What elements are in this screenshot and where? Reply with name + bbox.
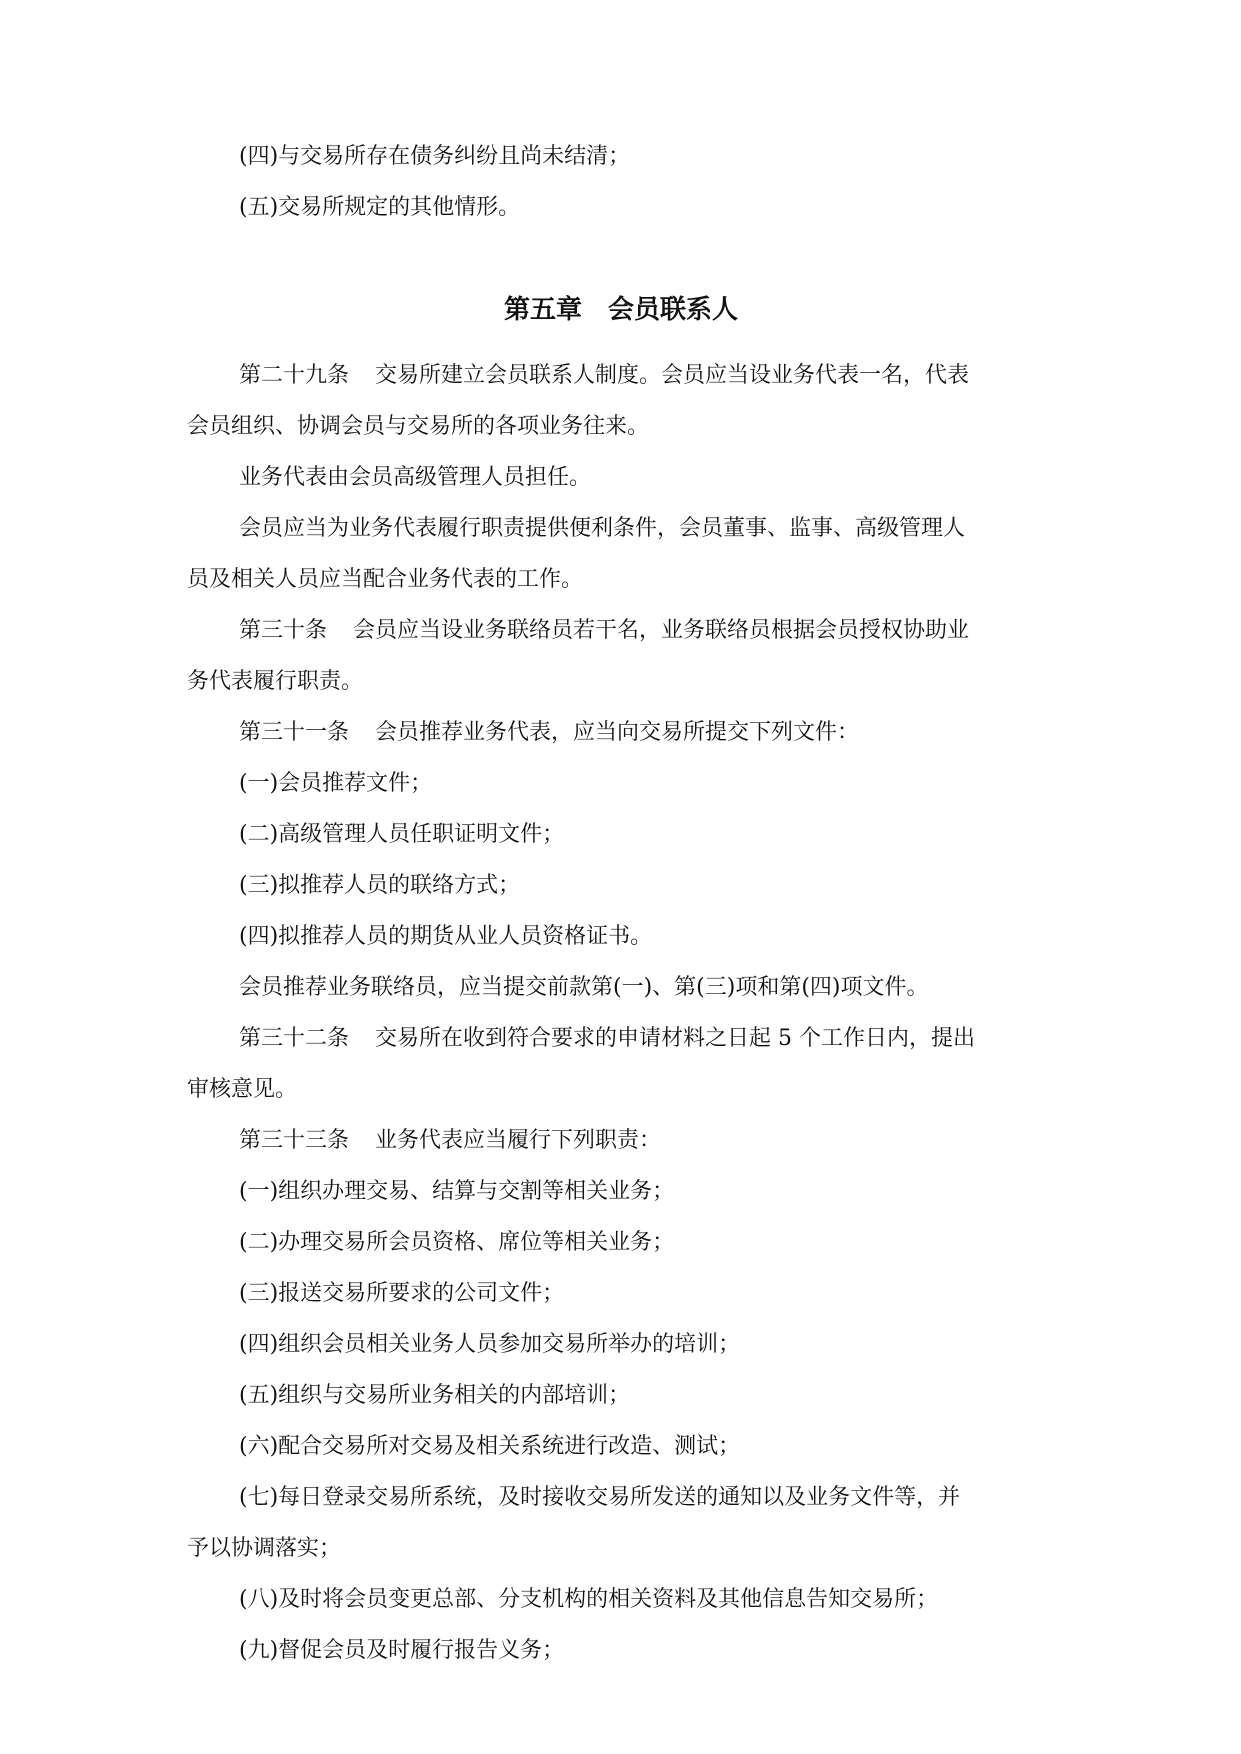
paragraph: 会员推荐业务联络员，应当提交前款第(一)、第(三)项和第(四)项文件。: [239, 975, 929, 1000]
list-item: (三)报送交易所要求的公司文件；: [239, 1281, 565, 1306]
article-31: [187, 718, 1055, 769]
document-body: [187, 142, 1055, 1687]
list-item: (七)每日登录交易所系统，及时接收交易所发送的通知以及业务文件等，并: [239, 1485, 961, 1510]
list-item: (五)交易所规定的其他情形。: [239, 195, 521, 220]
list-item: (一)组织办理交易、结算与交割等相关业务；: [239, 1179, 675, 1204]
list-item: (二)办理交易所会员资格、席位等相关业务；: [239, 1230, 675, 1255]
list-item: (二)高级管理人员任职证明文件；: [239, 822, 565, 847]
article-label: 第三十一条: [239, 720, 350, 745]
list-item: (四)拟推荐人员的期货从业人员资格证书。: [239, 924, 653, 949]
article-text: 业务代表应当履行下列职责：: [375, 1128, 662, 1153]
list-item: (一)会员推荐文件；: [239, 771, 433, 796]
chapter-number: 第五章: [503, 295, 582, 325]
article-text: 会员推荐业务代表，应当向交易所提交下列文件：: [375, 720, 860, 745]
article-32: [187, 1024, 1055, 1075]
article-29: [187, 361, 1055, 412]
article-label: 第三十条: [239, 618, 328, 643]
chapter-heading: [187, 293, 1055, 327]
paragraph: 会员应当为业务代表履行职责提供便利条件，会员董事、监事、高级管理人: [239, 516, 966, 541]
article-label: 第二十九条: [239, 363, 350, 388]
article-text-continuation: 审核意见。: [187, 1077, 298, 1102]
article-label: 第三十三条: [239, 1128, 350, 1153]
list-item: (四)组织会员相关业务人员参加交易所举办的培训；: [239, 1332, 741, 1357]
spacer: [187, 327, 1055, 361]
article-text: 会员应当设业务联络员若干名，业务联络员根据会员授权协助业: [353, 618, 970, 643]
paragraph-continuation: 员及相关人员应当配合业务代表的工作。: [187, 567, 584, 592]
list-item: (三)拟推荐人员的联络方式；: [239, 873, 521, 898]
list-item: (八)及时将会员变更总部、分支机构的相关资料及其他信息告知交易所；: [239, 1587, 939, 1612]
list-item: (九)督促会员及时履行报告义务；: [239, 1638, 565, 1663]
list-item: (五)组织与交易所业务相关的内部培训；: [239, 1383, 631, 1408]
article-33: [187, 1126, 1055, 1177]
article-30: [187, 616, 1055, 667]
article-text-continuation: 会员组织、协调会员与交易所的各项业务往来。: [187, 414, 650, 439]
paragraph: 业务代表由会员高级管理人员担任。: [239, 465, 592, 490]
list-item-continuation: 予以协调落实；: [187, 1536, 342, 1561]
chapter-title: 会员联系人: [608, 295, 739, 325]
article-text: 交易所建立会员联系人制度。会员应当设业务代表一名，代表: [375, 363, 970, 388]
article-text-continuation: 务代表履行职责。: [187, 669, 364, 694]
list-item: (六)配合交易所对交易及相关系统进行改造、测试；: [239, 1434, 741, 1459]
spacer: [187, 244, 1055, 293]
article-text: 交易所在收到符合要求的申请材料之日起 5 个工作日内，提出: [375, 1026, 976, 1051]
list-item: (四)与交易所存在债务纠纷且尚未结清；: [239, 144, 631, 169]
article-label: 第三十二条: [239, 1026, 350, 1051]
